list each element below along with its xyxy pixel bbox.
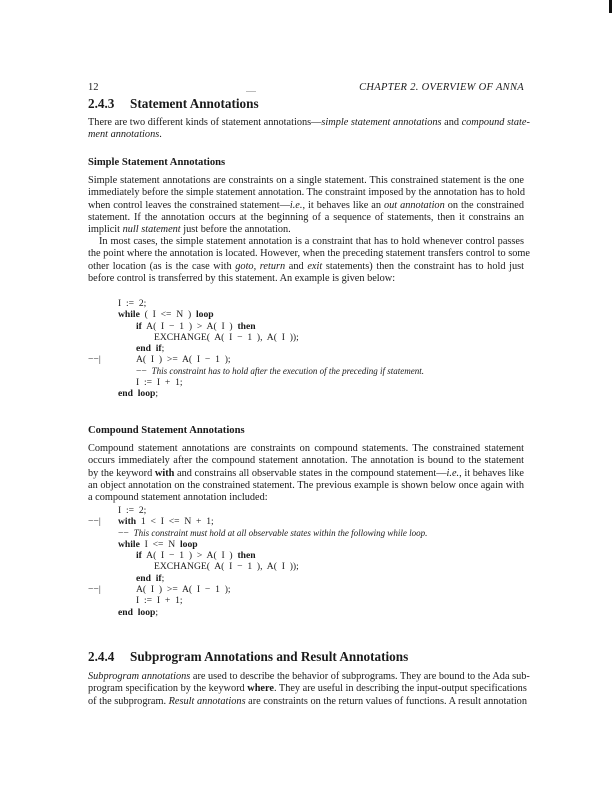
- code-line: [88, 354, 528, 365]
- code-line: [88, 607, 528, 618]
- code-line: [88, 388, 528, 399]
- text-run: statements) then the constraint has to hold just: [322, 260, 524, 272]
- text-line: [88, 187, 524, 199]
- code-text: [154, 561, 299, 572]
- text-run: −−: [118, 527, 134, 539]
- code-line: [88, 595, 528, 606]
- text-line: [88, 695, 527, 708]
- text-run: A( I ) >= A( I − 1 );: [136, 354, 231, 366]
- text-run: implicit: [88, 224, 123, 235]
- text-run: A( I ) >= A( I − 1 );: [136, 584, 231, 596]
- annotation-marker: −−|: [88, 516, 101, 528]
- text-run: Simple statement annotations are constraints on a single statement. This constrained statement is the one: [88, 175, 524, 186]
- code-line: [88, 366, 528, 377]
- code-line: [88, 528, 528, 539]
- text-run: just before the annotation.: [180, 224, 291, 235]
- text-run: are constraints on the return values of functions. A result annotation: [245, 695, 527, 707]
- text-line: [88, 129, 524, 141]
- text-run: and constrains all observable states in the compound statement—: [174, 467, 447, 479]
- text-run: −−: [136, 365, 152, 377]
- code-line: [88, 550, 528, 561]
- text-run: ;: [161, 343, 165, 355]
- text-run: ( I <= N ): [139, 309, 196, 321]
- text-run: occurs immediately after the compound statement annotation. The annotation is bound to the statement: [88, 455, 524, 467]
- code-text: [136, 550, 256, 561]
- emphasis: null statement: [122, 224, 181, 235]
- text-run: There are two different kinds of statement annotations—: [88, 117, 322, 128]
- text-run: on the constrained: [444, 199, 524, 211]
- emphasis: simple statement annotations: [321, 117, 442, 128]
- code-example-compound: [88, 505, 528, 618]
- code-line: [88, 343, 528, 354]
- code-text: [136, 354, 231, 365]
- subheading-simple-statement-annotations: Simple Statement Annotations: [88, 157, 226, 168]
- keyword: end loop: [118, 388, 156, 400]
- text-run: I := 2;: [118, 298, 147, 309]
- code-line: [88, 309, 528, 320]
- section-number: 2.4.4: [88, 649, 115, 664]
- code-line: [88, 584, 528, 595]
- text-run: 1 < I <= N + 1;: [136, 516, 214, 528]
- section-number: 2.4.3: [88, 96, 115, 111]
- emphasis: out annotation: [383, 199, 445, 211]
- text-line: [88, 273, 524, 285]
- code-line: [88, 332, 528, 343]
- text-run: Compound statement annotations are constraints on compound statements. The constrained statement: [88, 443, 524, 454]
- text-line: [88, 200, 524, 212]
- text-run: ,: [253, 260, 260, 272]
- text-run: by the keyword: [88, 467, 155, 479]
- code-line: [88, 516, 528, 527]
- code-comment: This constraint must hold at all observable states within the following while loop.: [133, 527, 428, 538]
- text-run: I := 2;: [118, 505, 147, 516]
- code-text: [118, 516, 214, 527]
- text-run: other location (as is the case with: [88, 260, 236, 272]
- text-run: ;: [161, 572, 165, 584]
- code-text: [136, 321, 256, 332]
- code-text: [136, 573, 164, 584]
- text-run: , it behaves like: [459, 467, 524, 479]
- code-text: [118, 505, 146, 516]
- keyword: with: [118, 516, 137, 528]
- text-run: before control is transferred by this statement. An example is given below:: [88, 272, 396, 284]
- code-line: [88, 298, 528, 309]
- text-run: EXCHANGE( A( I − 1 ), A( I ));: [154, 561, 299, 573]
- code-text: [136, 343, 164, 354]
- emphasis: Result annotations: [168, 695, 246, 707]
- code-line: [88, 573, 528, 584]
- section-title: Subprogram Annotations and Result Annotations: [130, 649, 409, 664]
- emphasis: Subprogram annotations: [88, 671, 191, 682]
- code-line: [88, 505, 528, 516]
- subprogram-paragraph: [88, 671, 530, 708]
- section-title: Statement Annotations: [130, 96, 259, 111]
- emphasis: i.e.: [289, 199, 303, 211]
- code-line: [88, 321, 528, 332]
- keyword: then: [237, 550, 256, 562]
- keyword: while: [118, 309, 140, 321]
- code-comment: This constraint has to hold after the execution of the preceding if statement.: [151, 365, 425, 376]
- emphasis: compound state-: [461, 117, 530, 128]
- text-line: [88, 468, 524, 480]
- text-run: immediately before the simple statement annotation. The constraint imposed by the annotation has to hold: [88, 187, 526, 199]
- section-heading-2-4-4: [88, 649, 408, 665]
- section-heading-2-4-3: [88, 96, 259, 112]
- emphasis: goto: [235, 260, 254, 272]
- code-text: [118, 607, 158, 618]
- annotation-marker: −−|: [88, 354, 101, 366]
- keyword: loop: [180, 538, 198, 550]
- text-line: [88, 248, 530, 260]
- text-run: I <= N: [139, 538, 180, 550]
- text-run: A( I − 1 ) > A( I ): [141, 320, 238, 332]
- text-run: A( I − 1 ) > A( I ): [141, 550, 238, 562]
- emphasis: exit: [307, 260, 323, 272]
- text-line: [88, 455, 524, 467]
- text-line: [88, 175, 524, 187]
- text-run: the point where the annotation is located. However, when the preceding statement transfers control to some: [88, 248, 530, 260]
- keyword: end if: [136, 343, 162, 355]
- code-line: [88, 561, 528, 572]
- keyword: where: [247, 683, 274, 695]
- text-run: when control leaves the constrained statement—: [88, 199, 290, 211]
- text-run: . They are useful in describing the input-output specifications: [273, 683, 527, 695]
- annotation-marker: −−|: [88, 584, 101, 596]
- text-run: ;: [155, 388, 158, 400]
- keyword: with: [154, 467, 175, 479]
- text-line: [88, 443, 524, 455]
- text-run: statement. If the annotation occurs at the beginning of a sequence of statements, then it constrains an: [88, 211, 524, 223]
- keyword: loop: [195, 309, 214, 321]
- code-text: [118, 309, 214, 320]
- text-run: a compound statement annotation included:: [88, 492, 268, 503]
- keyword: then: [237, 320, 256, 332]
- text-run: program specification by the keyword: [88, 683, 248, 695]
- keyword: end if: [136, 572, 162, 584]
- text-run: EXCHANGE( A( I − 1 ), A( I ));: [154, 331, 299, 343]
- compound-paragraph: [88, 443, 524, 504]
- emphasis: i.e.: [446, 467, 460, 479]
- keyword: while: [118, 538, 140, 550]
- text-line: [88, 480, 524, 492]
- code-text: [136, 366, 424, 377]
- text-line: [88, 261, 524, 273]
- simple-paragraph-1: [88, 175, 524, 236]
- subheading-compound-statement-annotations: Compound Statement Annotations: [88, 425, 245, 436]
- code-line: [88, 539, 528, 550]
- text-run: , it behaves like an: [302, 199, 384, 211]
- code-text: [118, 388, 158, 399]
- code-text: [154, 332, 299, 343]
- emphasis: ment annotations: [88, 129, 160, 141]
- text-line: [88, 224, 524, 236]
- code-example-simple: [88, 298, 528, 400]
- text-run: of the subprogram.: [88, 695, 169, 707]
- scan-speck: [246, 91, 256, 92]
- text-run: In most cases, the simple statement annotation is a constraint that has to hold whenever control passes: [99, 236, 524, 247]
- code-text: [136, 377, 183, 388]
- code-text: [118, 528, 427, 539]
- text-line: [88, 683, 527, 695]
- emphasis: return: [259, 260, 286, 272]
- text-run: are used to describe the behavior of subprograms. They are bound to the Ada sub-: [190, 671, 530, 682]
- text-run: and: [285, 260, 308, 272]
- text-run: I := I + 1;: [136, 595, 183, 607]
- running-head: CHAPTER 2. OVERVIEW OF ANNA: [359, 82, 524, 93]
- code-text: [136, 595, 183, 606]
- text-line: [88, 236, 524, 248]
- text-run: an object annotation on the constrained statement. The previous example is shown below once again with: [88, 479, 524, 491]
- code-text: [118, 539, 198, 550]
- code-text: [118, 298, 146, 309]
- text-run: ;: [155, 606, 158, 618]
- intro-paragraph: [88, 117, 530, 142]
- keyword: end loop: [118, 606, 156, 618]
- code-text: [136, 584, 231, 595]
- keyword: if: [136, 320, 142, 332]
- text-line: [88, 671, 530, 683]
- text-line: [88, 212, 524, 224]
- text-run: I := I + 1;: [136, 377, 183, 389]
- keyword: if: [136, 550, 142, 562]
- code-line: [88, 377, 528, 388]
- simple-paragraph-2: [88, 236, 530, 285]
- text-run: .: [159, 129, 162, 141]
- text-line: [88, 117, 530, 129]
- page-number: 12: [88, 82, 99, 93]
- text-run: and: [441, 117, 462, 128]
- text-line: [88, 492, 524, 504]
